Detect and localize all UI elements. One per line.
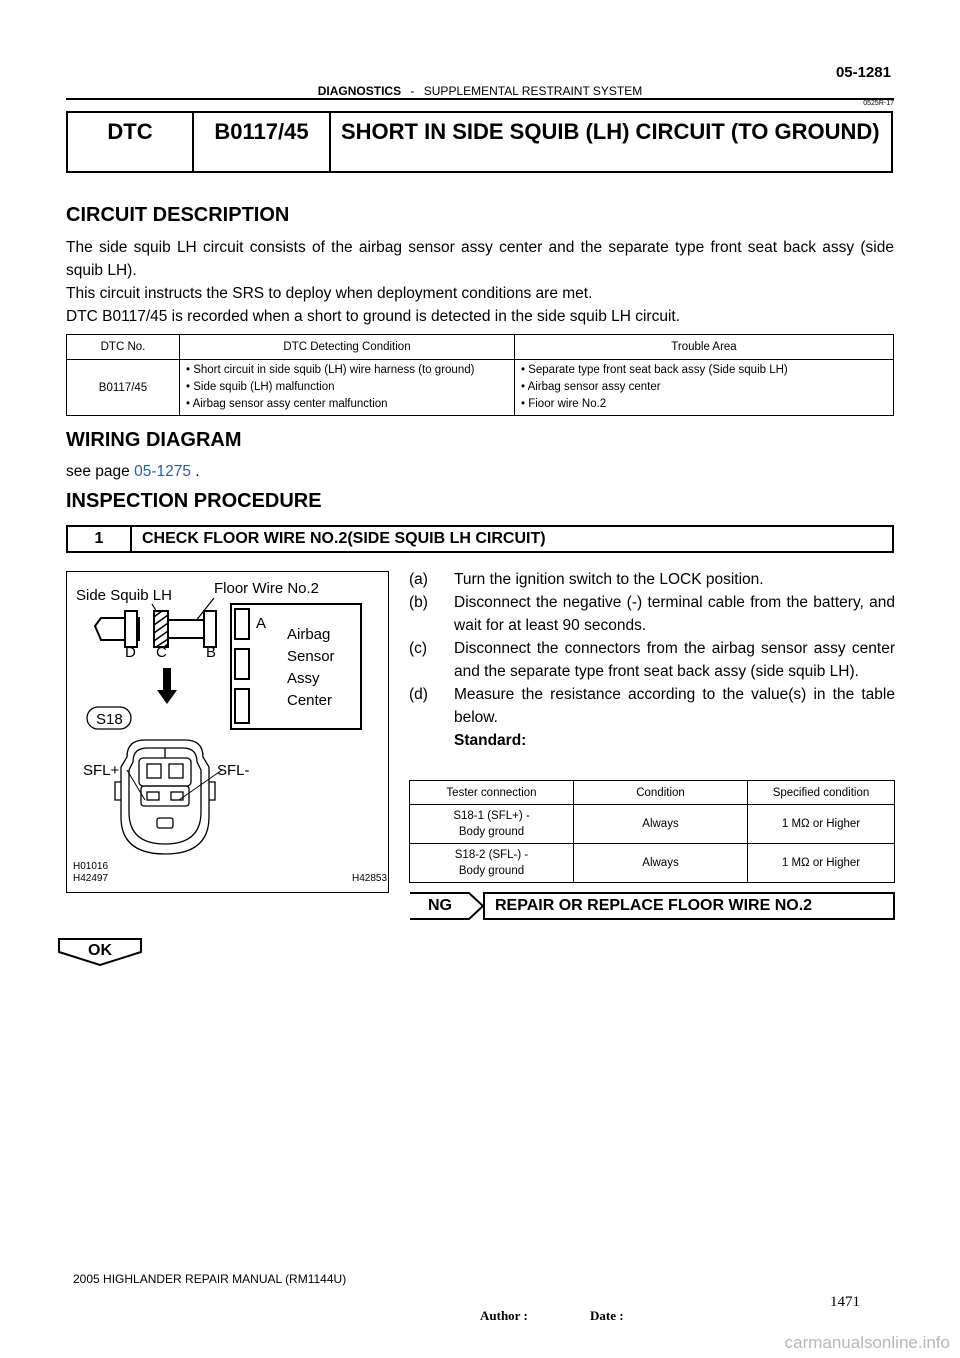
doc-code: 0525R-17 <box>863 100 894 107</box>
label-a: A <box>256 615 267 632</box>
condition-cell: Always <box>574 844 748 883</box>
tester-connection: Body ground <box>458 865 525 877</box>
table-header: Trouble Area <box>515 335 894 360</box>
condition-cell: Always <box>574 805 748 844</box>
tester-connection-cell <box>410 844 574 883</box>
step-label: (b) <box>409 594 428 611</box>
step-label: (d) <box>409 686 428 703</box>
sensor-label-line: Sensor <box>287 648 335 665</box>
connector-face-drawing <box>115 740 215 854</box>
watermark: carmanualsonline.info <box>784 1333 950 1352</box>
author-label: Author : <box>480 1308 528 1323</box>
list-item: • Separate type front seat back assy (Side squib LH) <box>521 364 788 376</box>
list-item: • Airbag sensor assy center malfunction <box>186 398 388 410</box>
step-text: Measure the resistance according to the value(s) in the table below. <box>454 686 895 726</box>
step-text: Disconnect the connectors from the airbag sensor assy center and the separate type front seat back assy (side squib LH). <box>454 640 895 680</box>
table-row <box>410 805 895 844</box>
airbag-sensor-box <box>231 604 361 729</box>
sensor-label-line: Airbag <box>287 626 331 643</box>
procedure-steps <box>409 568 895 752</box>
connector-b <box>204 611 216 647</box>
dtc-number-cell: B0117/45 <box>67 360 180 416</box>
tester-connection: S18-2 (SFL-) - <box>454 849 529 861</box>
see-page-text: see page <box>66 463 130 480</box>
dtc-title-box <box>66 111 893 173</box>
sfl-plus-leader <box>127 770 145 800</box>
circuit-paragraph: This circuit instructs the SRS to deploy when deployment conditions are met. <box>66 285 593 302</box>
sfl-plus-label: SFL+ <box>83 762 120 779</box>
step-item <box>409 591 895 637</box>
standard-label: Standard: <box>454 732 527 749</box>
header-rule <box>66 98 894 100</box>
tester-connection: Body ground <box>458 826 525 838</box>
ok-result <box>58 938 142 966</box>
standard-row <box>409 729 895 752</box>
header-separator: - <box>410 84 415 98</box>
connector-figure <box>66 571 389 893</box>
dtc-label: DTC <box>68 113 194 171</box>
specified-condition-cell: 1 MΩ or Higher <box>748 844 895 883</box>
ok-label: OK <box>88 942 112 959</box>
list-item: • Airbag sensor assy center <box>521 381 661 393</box>
list-item: • Fioor wire No.2 <box>521 398 607 410</box>
step-text: Turn the ignition switch to the LOCK position. <box>454 571 764 588</box>
connector-diagram <box>67 572 387 891</box>
table-row <box>410 844 895 883</box>
floor-wire-body <box>168 620 204 638</box>
floor-wire-label: Floor Wire No.2 <box>214 580 320 597</box>
sensor-connector-a <box>235 609 249 639</box>
label-d: D <box>125 644 136 661</box>
header-subsection: SUPPLEMENTAL RESTRAINT SYSTEM <box>423 84 643 98</box>
page-header <box>0 84 960 98</box>
sensor-label-line: Center <box>287 692 333 709</box>
spec-table <box>409 780 895 883</box>
page-number: 05-1281 <box>835 64 891 81</box>
figure-code: H42497 <box>73 873 109 884</box>
step-title: CHECK FLOOR WIRE NO.2(SIDE SQUIB LH CIRCUIT) <box>142 530 546 547</box>
tester-connection: S18-1 (SFL+) - <box>453 810 530 822</box>
table-header: Specified condition <box>748 781 895 805</box>
ng-result <box>409 892 895 920</box>
inspection-procedure-heading: INSPECTION PROCEDURE <box>66 490 322 512</box>
date-label: Date : <box>590 1308 624 1323</box>
see-page-suffix: . <box>195 463 200 480</box>
label-b: B <box>206 644 217 661</box>
side-squib-label: Side Squib LH <box>76 587 172 604</box>
manual-title: 2005 HIGHLANDER REPAIR MANUAL (RM1144U) <box>73 1272 347 1286</box>
header-section: DIAGNOSTICS <box>317 84 402 98</box>
footer-page-number: 1471 <box>830 1294 860 1310</box>
step-label: (c) <box>409 640 428 657</box>
page-link[interactable]: 05-1275 <box>134 463 191 480</box>
sfl-minus-label: SFL- <box>217 762 250 779</box>
wiring-diagram-heading: WIRING DIAGRAM <box>66 429 242 451</box>
table-row <box>67 360 894 416</box>
dtc-title: SHORT IN SIDE SQUIB (LH) CIRCUIT (TO GROUND) <box>341 119 880 144</box>
step-number: 1 <box>68 527 132 551</box>
dtc-code: B0117/45 <box>194 113 331 171</box>
label-c: C <box>156 644 167 661</box>
detecting-condition-cell <box>180 360 515 416</box>
table-header: DTC No. <box>67 335 180 360</box>
table-header: Tester connection <box>410 781 574 805</box>
circuit-description <box>66 236 894 328</box>
trouble-area-cell <box>515 360 894 416</box>
step-box <box>66 525 894 553</box>
circuit-description-heading: CIRCUIT DESCRIPTION <box>66 204 290 226</box>
step-item <box>409 637 895 683</box>
list-item: • Side squib (LH) malfunction <box>186 381 335 393</box>
specified-condition-cell: 1 MΩ or Higher <box>748 805 895 844</box>
step-text: Disconnect the negative (-) terminal cable from the battery, and wait for at least 90 seconds. <box>454 594 895 634</box>
ng-action: REPAIR OR REPLACE FLOOR WIRE NO.2 <box>483 892 895 920</box>
table-header: Condition <box>574 781 748 805</box>
step-label: (a) <box>409 571 428 588</box>
connector-d-face <box>125 611 137 647</box>
wiring-reference <box>66 460 894 483</box>
circuit-paragraph: The side squib LH circuit consists of the airbag sensor assy center and the separate type front seat back assy (side squib LH). <box>66 239 894 279</box>
sensor-label-line: Assy <box>287 670 320 687</box>
list-item: • Short circuit in side squib (LH) wire harness (to ground) <box>186 364 475 376</box>
sensor-connector <box>235 649 249 679</box>
connector-id: S18 <box>96 711 123 728</box>
circuit-paragraph: DTC B0117/45 is recorded when a short to ground is detected in the side squib LH circuit. <box>66 308 681 325</box>
figure-code: H42853 <box>352 873 387 884</box>
ng-label: NG <box>428 897 452 914</box>
down-arrow-icon <box>157 668 177 704</box>
step-item <box>409 568 895 591</box>
table-header: DTC Detecting Condition <box>180 335 515 360</box>
sensor-connector <box>235 689 249 723</box>
dtc-table <box>66 334 894 416</box>
tester-connection-cell <box>410 805 574 844</box>
figure-code: H01016 <box>73 861 109 872</box>
step-item <box>409 683 895 729</box>
